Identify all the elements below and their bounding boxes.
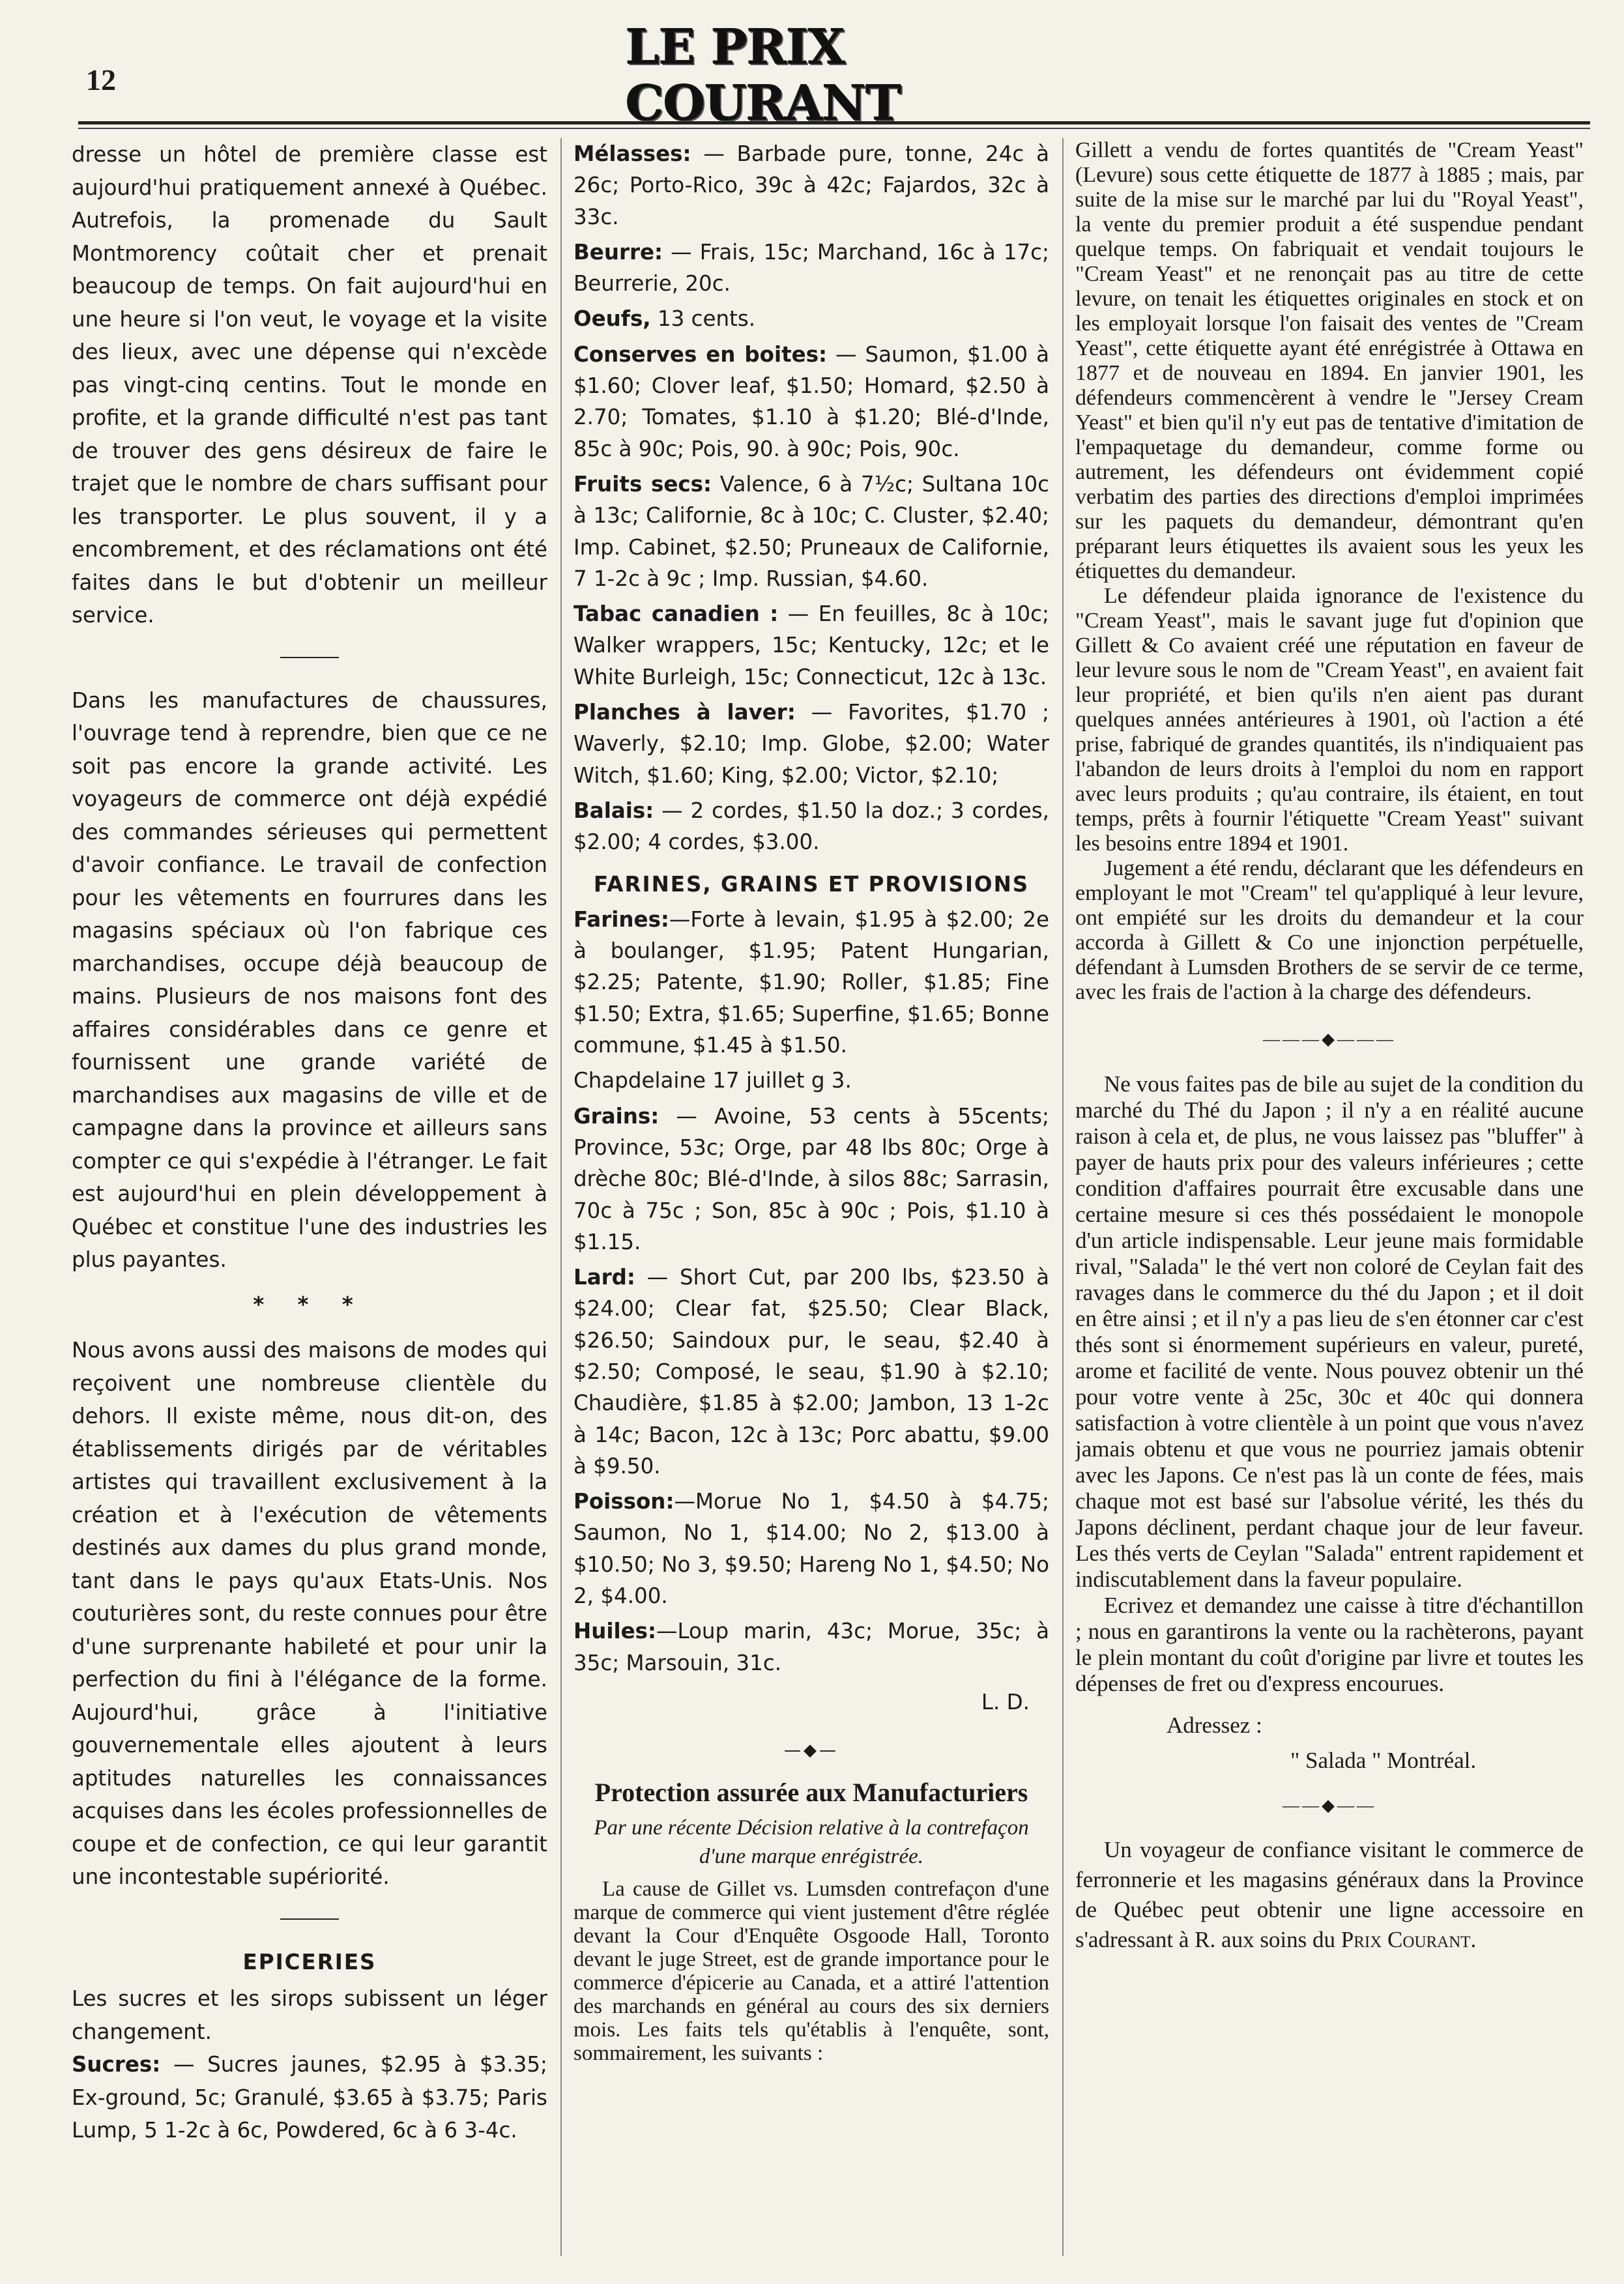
price-entry <box>573 303 1049 334</box>
price-text: —Forte à levain, $1.95 à $2.00; 2e à boulanger, $1.95; Patent Hungarian, $2.25; Patente, $1.90; Roller, $1.85; Fine $1.50; Extra, $1.65; Superfine, $1.65; Bonne commune, $1.45 à $1.50. <box>573 906 1049 1058</box>
price-label: Conserves en boites: <box>573 341 828 367</box>
paragraph: Le défendeur plaida ignorance de l'existence du "Cream Yeast", mais le savant juge fut d'opinion que Gillett & Co avaient créé une réputation en faveur de leur levure sous le nom de "Cream Yeast", en avaient fait leur propriété, et bien qu'ils n'en aient pas durant quelques années antérieures à 1901, où l'action a été prise, fabriqué de grandes quantités, ils n'indiquaient pas l'abandon de leurs droits à l'emploi du nom en rapport avec leurs produits ; qu'au contraire, ils étaient, en tout temps, prêts à fournir l'étiquette "Cream Yeast" suivant les besoins entre 1894 et 1901. <box>1075 584 1584 856</box>
price-text: —Morue No 1, $4.50 à $4.75; Saumon, No 1, $14.00; No 2, $13.00 à $10.50; No 3, $9.50; Hareng No 1, $4.50; No 2, $4.00. <box>573 1489 1049 1609</box>
price-label: Beurre: <box>573 239 663 265</box>
paragraph: Dans les manufactures de chaussures, l'ouvrage tend à reprendre, bien que ce ne soit pas encore la grande activité. Les voyageurs de commerce ont déjà expédié des commandes sérieuses qui permettent d'avoir confiance. Le travail de confection pour les vêtements en fourrures dans les magasins spéciaux où l'on fabrique ces marchandises, occupe déjà beaucoup de mains. Plusieurs de nos maisons font des affaires considérables dans ce genre et fournissent une grande variété de marchandises aux magasins de ville et de campagne dans la province et ailleurs sans compter ce qui s'expédie à l'étranger. Le fait est aujourd'hui en plein développement à Québec et constitue l'une des industries les plus payantes. <box>72 687 547 1272</box>
header-rule <box>78 121 1590 124</box>
brand-name: Prix Courant. <box>1341 1927 1477 1952</box>
price-text: — 2 cordes, $1.50 la doz.; 3 cordes, $2.00; 4 cordes, $3.00. <box>573 798 1049 855</box>
article-subtitle: Par une récente Décision relative à la contrefaçon d'une marque enrégistrée. <box>594 1815 1029 1868</box>
price-entry <box>573 237 1049 300</box>
price-text: — Favorites, $1.70 ; Waverly, $2.10; Imp. Globe, $2.00; Water Witch, $1.60; King, $2.00; Victor, $2.10; <box>573 700 1049 788</box>
masthead-logo: LE PRIX COURANT <box>626 20 901 132</box>
paragraph: Nous avons aussi des maisons de modes qui reçoivent une nombreuse clientèle du dehors. Il existe même, nous dit-on, des établissements dirigés par de véritables artistes qui travaillent exclusivement à la création et à l'exécution de vêtements destinés aux dames du plus grand monde, tant dans le pays qu'aux Etats-Unis. Nos couturières sont, du reste connues pour être d'une surprenante habileté et pour unir la perfection du fini à l'élégance de la forme. Aujourd'hui, grâce à l'initiative gouvernementale elles ajoutent à leurs aptitudes naturelles les connaissances acquises dans les écoles professionnelles de coupe et de confection, ce qui leur garantit une incontestable supériorité. <box>72 1338 547 1889</box>
price-label: Tabac canadien : <box>573 601 779 627</box>
address-label: Adressez : <box>1167 1713 1262 1738</box>
price-label: Poisson: <box>573 1489 674 1514</box>
price-text: 13 cents. <box>650 306 756 332</box>
price-entry <box>573 138 1049 233</box>
ornament-separator: —◆— <box>784 1741 839 1761</box>
price-text: —Loup marin, 43c; Morue, 35c; à 35c; Marsouin, 31c. <box>573 1619 1049 1675</box>
price-entry <box>573 598 1049 693</box>
price-entry <box>573 904 1049 1061</box>
price-entry <box>573 697 1049 791</box>
price-entry <box>72 2048 547 2147</box>
price-entry <box>573 1486 1049 1612</box>
price-text: — Avoine, 53 cents à 55cents; Province, 53c; Orge, par 48 lbs 80c; Orge à drèche 80c; Blé-d'Inde, à silos 88c; Sarrasin, 70c à 75c ; Son, 85c à 90c ; Pois, $1.10 à $1.15. <box>573 1103 1049 1254</box>
signature: L. D. <box>981 1689 1030 1714</box>
section-heading-farines: FARINES, GRAINS ET PROVISIONS <box>593 871 1030 897</box>
price-label: Planches à laver: <box>573 700 796 725</box>
price-entry <box>573 1262 1049 1482</box>
paragraph: Gillett a vendu de fortes quantités de "Cream Yeast" (Levure) sous cette étiquette de 1877 à 1885 ; mais, par suite de la mise sur le marché par lui du "Royal Yeast", la vente du premier produit a été suspendue pendant quelque temps. On fabriquait et vendait toujours le "Cream Yeast" et ne renonçait pas au titre de cette levure, on tenait les étiquettes originales en stock et on les employait lorsque l'on faisait des ventes de "Cream Yeast", cette étiquette ayant été enrégistrée à Ottawa en 1877 et de nouveau en 1894. En janvier 1901, les défendeurs commencèrent à vendre le "Jersey Cream Yeast" et bien qu'il n'y eut pas de tentative d'imitation de l'empaquetage du demandeur, comme forme ou autrement, les défendeurs ont évidemment copié verbatim des parties des directions d'emploi imprimées sur les paquets du demandeur, démontrant qu'en préparant leurs étiquettes ils avaient sous les yeux les étiquettes du demandeur. <box>1075 138 1584 583</box>
ornament-separator: ———◆——— <box>1263 1030 1396 1048</box>
column-left <box>72 138 547 2147</box>
price-text: — Barbade pure, tonne, 24c à 26c; Porto-Rico, 39c à 42c; Fajardos, 32c à 33c. <box>573 141 1049 229</box>
price-label: Oeufs, <box>573 306 651 332</box>
ad-text: Un voyageur de confiance visitant le commerce de ferronnerie et les magasins généraux dans la Province de Québec peut obtenir une ligne accessoire en s'adressant à R. aux soins du <box>1075 1837 1584 1952</box>
stars-separator: * * * <box>253 1292 366 1317</box>
price-text: Valence, 6 à 7½c; Sultana 10c à 13c; Californie, 8c à 10c; C. Cluster, $2.40; Imp. Cabinet, $2.50; Pruneaux de Californie, 7 1-2c à 9c ; Imp. Russian, $4.60. <box>573 471 1049 591</box>
price-entry <box>573 1615 1049 1679</box>
price-entry <box>573 1101 1049 1258</box>
paragraph: Ne vous faites pas de bile au sujet de la condition du marché du Thé du Japon ; il n'y a en réalité aucune raison à cela et, de plus, ne vous laissez pas "bluffer" à payer de hauts prix pour des valeurs inférieures ; cette condition d'affaires pourrait être excusable dans une certaine mesure si ces thés possédaient le monopole d'un article indispensable. Leur jeune mais formidable rival, "Salada" le thé vert non coloré de Ceylan fait des ravages dans le commerce du thé du Japon ; et il doit en être ainsi ; et il n'y a pas lieu de s'en étonner car c'est thés sont si énormement supérieurs en valeur, pureté, arome et facilité de vente. Nous pouvez obtenir un thé pour votre vente à 25c, 30c et 40c qui donnera satisfaction à votre clientèle à un point que vous n'avez jamais obtenu et que vous ne pourriez jamais obtenir avec les Japons. Ce n'est pas là un conte de fées, mais chaque mot est basé sur l'absolue vérité, les thés du Japons déclinent, perdant chaque jour de leur faveur. Les thés verts de Ceylan "Salada" entrent rapidement et indiscutablement dans la faveur populaire. <box>1075 1071 1584 1592</box>
price-label: Balais: <box>573 798 654 823</box>
header-rule-thin <box>78 128 1590 129</box>
column-middle <box>573 138 1049 2069</box>
paragraph <box>1075 1835 1584 1955</box>
price-text: — Short Cut, par 200 lbs, $23.50 à $24.00; Clear fat, $25.50; Clear Black, $26.50; Saindoux pur, le seau, $2.40 à $2.50; Composé, le seau, $1.90 à $2.10; Chaudière, $1.85 à $2.00; Jambon, 13 1-2c à 14c; Bacon, 12c à 13c; Porc abattu, $9.00 à $9.50. <box>573 1265 1049 1479</box>
separator <box>280 1918 339 1920</box>
paragraph: Ecrivez et demandez une caisse à titre d'échantillon ; nous en garantirons la vente ou la rachèterons, payant le plein montant du coût d'origine par livre et toutes les dépenses de fret ou d'express encourues. <box>1075 1593 1584 1696</box>
page-number: 12 <box>86 63 116 96</box>
price-label: Lard: <box>573 1265 635 1290</box>
address-value: " Salada " Montréal. <box>1290 1748 1477 1773</box>
price-text: — Frais, 15c; Marchand, 16c à 17c; Beurrerie, 20c. <box>573 239 1049 296</box>
column-divider <box>1062 138 1064 2256</box>
price-text: — En feuilles, 8c à 10c; Walker wrappers, 15c; Kentucky, 12c; et le White Burleigh, 15c; Connecticut, 12c à 13c. <box>573 601 1049 689</box>
price-text: — Saumon, $1.00 à $1.60; Clover leaf, $1.50; Homard, $2.50 à 2.70; Tomates, $1.10 à $1.20; Blé-d'Inde, 85c à 90c; Pois, 90. à 90c; Pois, 90c. <box>573 341 1049 461</box>
price-entry <box>573 1065 1049 1096</box>
price-entry <box>573 469 1049 594</box>
price-label: Mélasses: <box>573 141 691 166</box>
price-label: Sucres: <box>72 2052 161 2077</box>
article-title: Protection assurée aux Manufacturiers <box>594 1777 1028 1807</box>
price-label: Grains: <box>573 1103 660 1129</box>
price-label: Fruits secs: <box>573 471 712 497</box>
section-heading-epiceries: EPICERIES <box>242 1949 377 1974</box>
column-right <box>1075 138 1584 1955</box>
paragraph: Les sucres et les sirops subissent un léger changement. <box>72 1986 547 2044</box>
price-entry <box>573 339 1049 465</box>
price-label: Farines: <box>573 906 669 932</box>
price-label: Huiles: <box>573 1619 657 1644</box>
price-entry <box>573 795 1049 858</box>
column-divider <box>560 138 562 2256</box>
paragraph: dresse un hôtel de première classe est aujourd'hui pratiquement annexé à Québec. Autrefois, la promenade du Sault Montmorency coûtait cher et prenait beaucoup de temps. On fait aujourd'hui en une heure si l'on veut, le voyage et la visite des lieux, avec une dépense qui n'excède pas vingt-cinq centins. Tout le monde en profite, et la grande difficulté n'est pas tant de trouver des gens désireux de faire le trajet que le nombre de chars suffisant pour les transporter. Le plus souvent, il y a encombrement, et des réclamations ont été faites dans le but d'obtenir un meilleur service. <box>72 142 547 628</box>
separator <box>280 657 339 658</box>
ornament-separator: ——◆—— <box>1283 1796 1376 1815</box>
paragraph: Jugement a été rendu, déclarant que les défendeurs en employant le mot "Cream" tel qu'appliqué à leur levure, ont empiété sur les droits du demandeur et la cour accorda à Gillett & Co une injonction perpétuelle, défendant à Lumsden Brothers de se servir de ce terme, avec les frais de l'action à la charge des défendeurs. <box>1075 856 1584 1004</box>
price-text: Chapdelaine 17 juillet g 3. <box>573 1068 852 1093</box>
paragraph: La cause de Gillet vs. Lumsden contrefaçon d'une marque de commerce qui vient justement d'être réglée devant la Cour d'Enquête Osgoode Hall, Toronto devant le juge Street, est de grande importance pour le commerce d'épicerie au Canada, et a attiré l'attention des marchands en général au cours des six derniers mois. Les faits tels qu'établis à l'enquête, sont, sommairement, les suivants : <box>573 1877 1049 2065</box>
price-text: — Sucres jaunes, $2.95 à $3.35; Ex-ground, 5c; Granulé, $3.65 à $3.75; Paris Lump, 5 1-2c à 6c, Powdered, 6c à 6 3-4c. <box>72 2052 547 2143</box>
